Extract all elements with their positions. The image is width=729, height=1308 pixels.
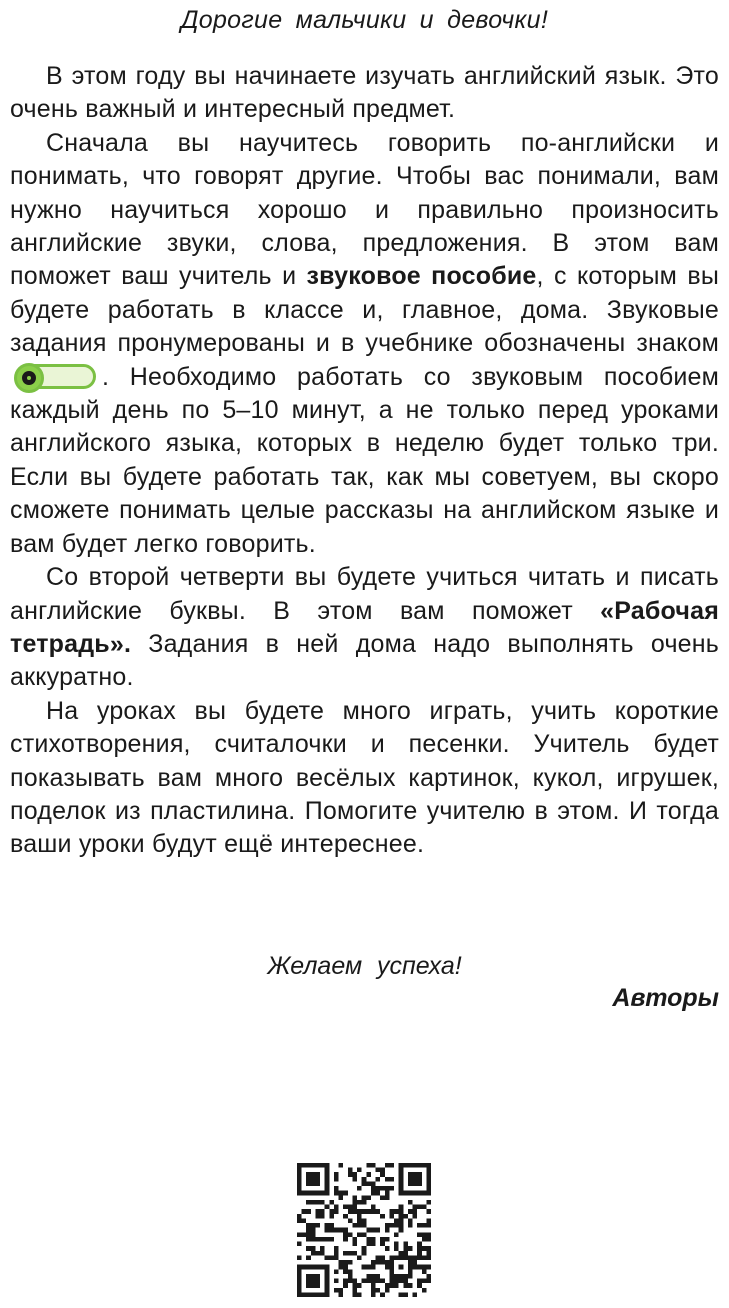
letter-body xyxy=(10,60,719,862)
paragraph-3-text-b: Задания в ней дома надо выполнять очень аккуратно. xyxy=(10,629,719,692)
signature: Авторы xyxy=(612,984,719,1012)
paragraph-3 xyxy=(10,561,719,695)
paragraph-2-text-c: . Необходимо работать со звуковым пособием каждый день по 5–10 минут, а не только перед уроками английского языка, которых в неделю будет только три. Если вы будете работать так, как мы советуем, вы скоро сможете понимать целые рассказы на английском языке и вам будет легко говорить. xyxy=(10,362,719,558)
qr-code-icon[interactable] xyxy=(297,1163,431,1297)
paragraph-1: В этом году вы начинаете изучать английский язык. Это очень важный и интересный предмет. xyxy=(10,62,719,124)
paragraph-2 xyxy=(10,127,719,561)
paragraph-2-bold: звуковое пособие xyxy=(306,262,537,291)
paragraph-3-bold: «Рабочая тетрадь». xyxy=(10,596,719,658)
closing-wish: Желаем успеха! xyxy=(267,952,462,980)
paragraph-4: На уроках вы будете много играть, учить короткие стихотворения, считалочки и песенки. Учитель будет показывать вам много весёлых картинок, кукол, игрушек, поделок из пластилина. Помогите учителю в этом. И тогда ваши уроки будут ещё интереснее. xyxy=(10,696,719,859)
paragraph-2-text-b: , с которым вы будете работать в классе и, главное, дома. Звуковые задания пронумерованы и в учебнике обозначены знаком xyxy=(10,262,719,358)
paragraph-3-text-a: Со второй четверти вы будете учиться читать и писать английские буквы. В этом вам поможет xyxy=(10,563,719,625)
page-title: Дорогие мальчики и девочки! xyxy=(180,6,549,34)
page xyxy=(10,0,719,862)
audio-toggle-icon xyxy=(14,363,98,391)
paragraph-2-text-a: Сначала вы научитесь говорить по-английски и понимать, что говорят другие. Чтобы вас понимали, вам нужно научиться хорошо и правильно произносить английские звуки, слова, предложения. В этом вам поможет ваш учитель и xyxy=(10,128,719,291)
